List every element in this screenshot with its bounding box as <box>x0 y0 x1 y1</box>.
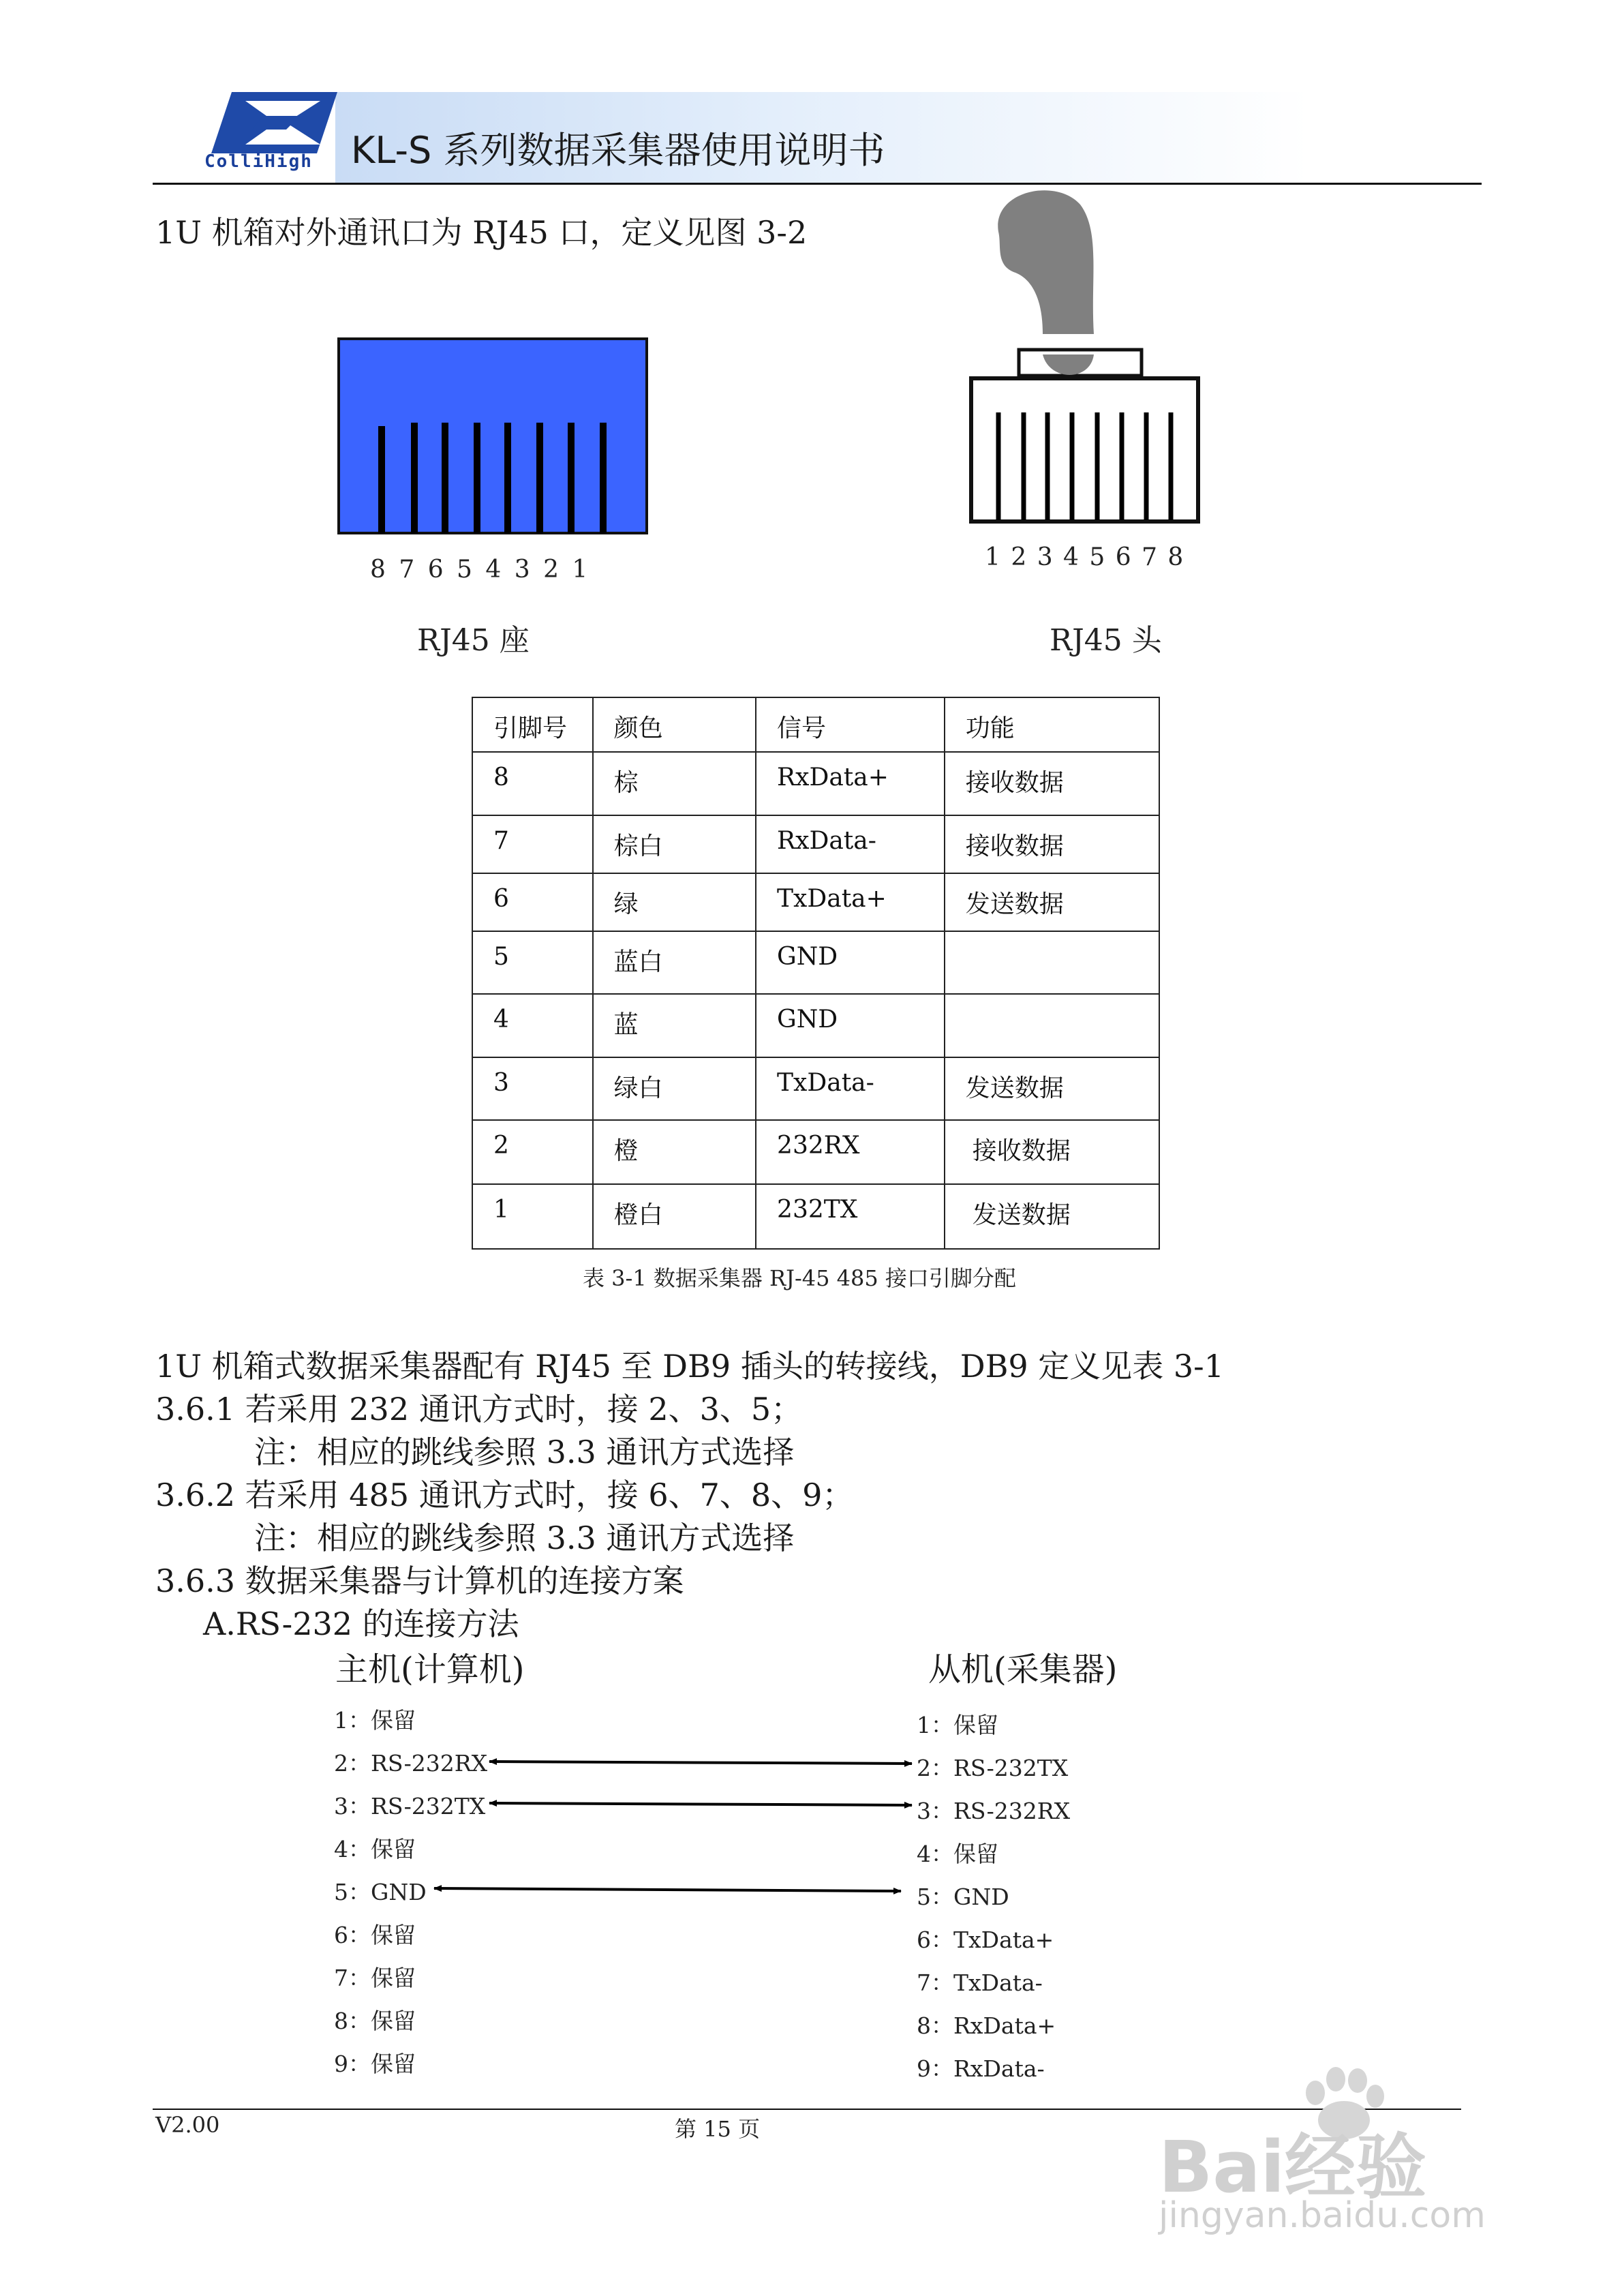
host-pin-9: 9：保留 <box>334 2051 416 2077</box>
slave-pin-4: 4：保留 <box>917 1841 998 1867</box>
logo-text: ColliHigh <box>204 151 313 172</box>
table-cell: 3 <box>472 1057 593 1120</box>
socket-label: RJ45 座 <box>417 623 530 658</box>
watermark-url: jingyan.baidu.com <box>1159 2195 1486 2236</box>
slave-pin-6: 6：TxData+ <box>917 1927 1054 1953</box>
table-cell: 2 <box>472 1120 593 1184</box>
arrow-gnd <box>434 1888 901 1891</box>
intro-line: 1U 机箱对外通讯口为 RJ45 口，定义见图 3-2 <box>155 214 808 251</box>
table-cell: 4 <box>472 994 593 1057</box>
table-cell: 7 <box>472 815 593 873</box>
subsection-heading: A.RS-232 的连接方法 <box>203 1605 519 1642</box>
table-cell: RxData+ <box>756 752 945 815</box>
host-pin-2: 2：RS-232RX <box>334 1750 488 1777</box>
table-cell: 棕 <box>593 752 756 815</box>
table-cell: 蓝白 <box>593 931 756 994</box>
table-cell: 发送数据 <box>945 1057 1159 1120</box>
table-cell: 绿白 <box>593 1057 756 1120</box>
table-header-cell: 引脚号 <box>472 697 593 752</box>
slave-pin-5: 5：GND <box>917 1884 1009 1910</box>
table-cell: 8 <box>472 752 593 815</box>
footer-page-number: 第 15 页 <box>675 2116 761 2142</box>
table-cell: 橙白 <box>593 1184 756 1249</box>
slave-pin-1: 1：保留 <box>917 1712 998 1738</box>
table-cell: TxData- <box>756 1057 945 1120</box>
table-cell: 6 <box>472 873 593 931</box>
table-cell: 232RX <box>756 1120 945 1184</box>
table-cell: 发送数据 <box>945 873 1159 931</box>
table-cell: 5 <box>472 931 593 994</box>
document-title: KL-S 系列数据采集器使用说明书 <box>351 129 885 172</box>
table-cell: 接收数据 <box>945 1120 1159 1184</box>
slave-pin-2: 2：RS-232TX <box>917 1755 1069 1781</box>
table-cell: 绿 <box>593 873 756 931</box>
socket-pin-numbers: 8 7 6 5 4 3 2 1 <box>370 556 591 584</box>
slave-title: 从机(采集器) <box>928 1650 1118 1689</box>
host-pin-6: 6：保留 <box>334 1922 416 1948</box>
note-1: 注：相应的跳线参照 3.3 通讯方式选择 <box>254 1434 795 1470</box>
host-title: 主机(计算机) <box>335 1650 525 1689</box>
table-cell: 接收数据 <box>945 752 1159 815</box>
host-pin-7: 7：保留 <box>334 1965 416 1991</box>
host-pin-1: 1：保留 <box>334 1707 416 1734</box>
slave-pin-3: 3：RS-232RX <box>917 1798 1071 1824</box>
host-pin-3: 3：RS-232TX <box>334 1793 486 1819</box>
table-caption: 表 3-1 数据采集器 RJ-45 485 接口引脚分配 <box>583 1265 1016 1291</box>
table-cell: 发送数据 <box>945 1184 1159 1249</box>
table-cell: TxData+ <box>756 873 945 931</box>
host-pin-8: 8：保留 <box>334 2008 416 2034</box>
table-cell: 接收数据 <box>945 815 1159 873</box>
table-header-cell: 颜色 <box>593 697 756 752</box>
table-header-cell: 功能 <box>945 697 1159 752</box>
paragraph-1: 1U 机箱式数据采集器配有 RJ45 至 DB9 插头的转接线，DB9 定义见表 3-1 <box>155 1348 1224 1385</box>
table-cell: 橙 <box>593 1120 756 1184</box>
slave-pin-7: 7：TxData- <box>917 1969 1043 1996</box>
note-2: 注：相应的跳线参照 3.3 通讯方式选择 <box>254 1520 795 1556</box>
table-cell: 1 <box>472 1184 593 1249</box>
table-cell: GND <box>756 994 945 1057</box>
slave-pin-9: 9：RxData- <box>917 2055 1045 2082</box>
slave-pin-8: 8：RxData+ <box>917 2012 1056 2039</box>
section-heading: 3.6.3 数据采集器与计算机的连接方案 <box>155 1562 684 1599</box>
footer-version: V2.00 <box>155 2112 220 2138</box>
watermark-logo: Bai经验 <box>1159 2126 1427 2209</box>
table-header-cell: 信号 <box>756 697 945 752</box>
paragraph-3: 3.6.2 若采用 485 通讯方式时，接 6、7、8、9； <box>155 1477 854 1513</box>
paragraph-2: 3.6.1 若采用 232 通讯方式时，接 2、3、5； <box>155 1391 803 1428</box>
host-pin-4: 4：保留 <box>334 1836 416 1862</box>
plug-label: RJ45 头 <box>1050 623 1162 658</box>
table-cell: RxData- <box>756 815 945 873</box>
arrow-tx-rx <box>489 1803 912 1805</box>
arrow-rx-tx <box>489 1762 912 1764</box>
plug-pin-numbers: 1 2 3 4 5 6 7 8 <box>985 543 1185 571</box>
table-cell: GND <box>756 931 945 994</box>
table-cell: 棕白 <box>593 815 756 873</box>
table-cell: 蓝 <box>593 994 756 1057</box>
table-cell: 232TX <box>756 1184 945 1249</box>
host-pin-5: 5：GND <box>334 1879 427 1905</box>
